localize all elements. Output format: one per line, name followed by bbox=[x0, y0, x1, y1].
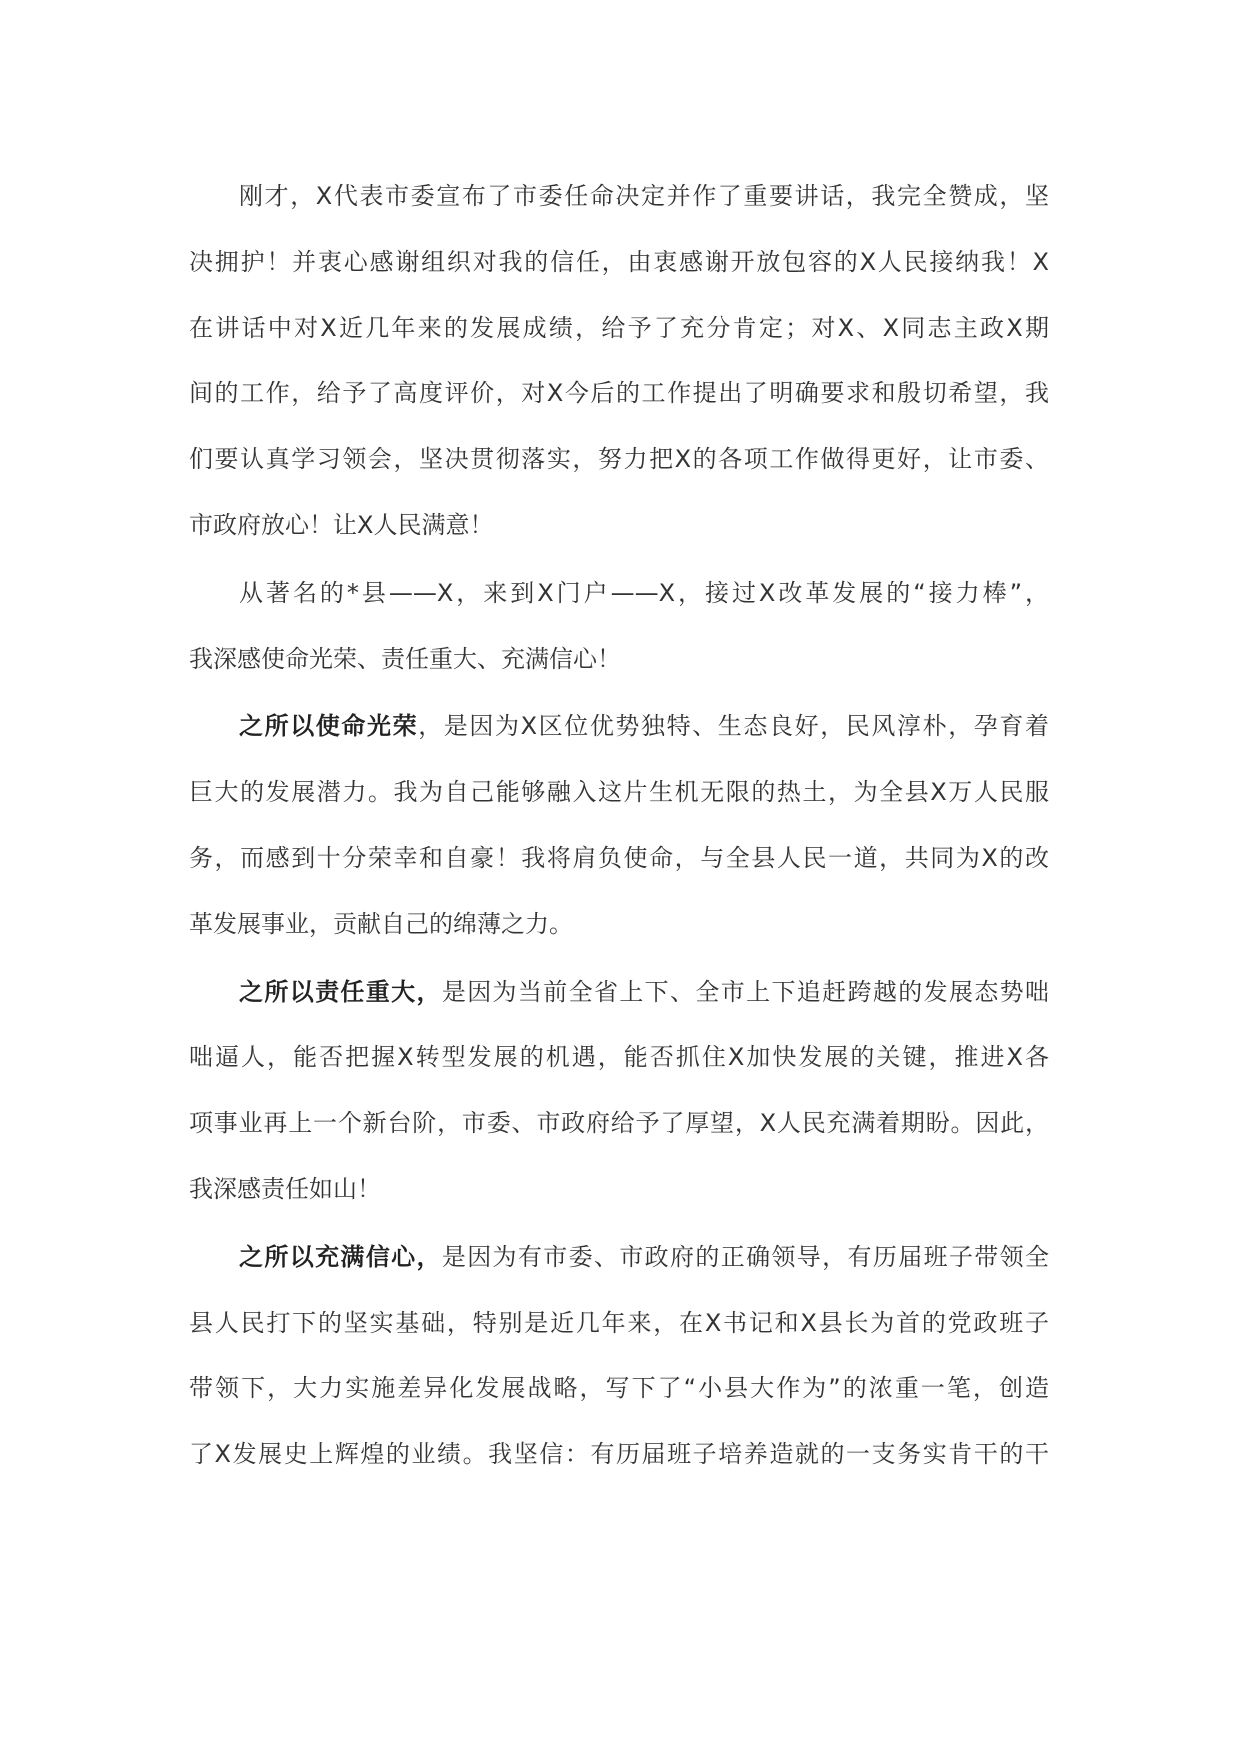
paragraph bbox=[189, 694, 1049, 957]
line-text: 项事业再上一个新台阶，市委、市政府给予了厚望，X人民充满着期盼。因此， bbox=[189, 1109, 1049, 1138]
line-text: 县人民打下的坚实基础，特别是近几年来，在X书记和X县长为首的党政班子 bbox=[189, 1308, 1049, 1337]
line-text: 从著名的*县——X，来到X门户——X，接过X改革发展的“接力棒”， bbox=[239, 578, 1049, 607]
line-text: 市政府放心！让X人民满意！ bbox=[189, 510, 494, 539]
line-text: 间的工作，给予了高度评价，对X今后的工作提出了明确要求和殷切希望，我 bbox=[189, 379, 1049, 408]
paragraph-lead-bold: 之所以充满信心， bbox=[239, 1242, 442, 1271]
line-text: 是因为当前全省上下、全市上下追赶跨越的发展态势咄 bbox=[441, 977, 1050, 1006]
text-line bbox=[189, 694, 1049, 760]
line-text: 革发展事业，贡献自己的绵薄之力。 bbox=[189, 909, 573, 938]
document-body bbox=[189, 164, 1049, 1490]
line-text: ，是因为X区位优势独特、生态良好，民风淳朴，孕育着 bbox=[418, 712, 1049, 741]
text-line bbox=[189, 1225, 1049, 1291]
line-text: 刚才，X代表市委宣布了市委任命决定并作了重要讲话，我完全赞成，坚 bbox=[239, 182, 1049, 210]
text-line bbox=[189, 1291, 1049, 1357]
text-line bbox=[189, 1025, 1049, 1091]
text-line bbox=[189, 760, 1049, 826]
line-text: 我深感使命光荣、责任重大、充满信心！ bbox=[189, 644, 621, 673]
paragraph bbox=[189, 1225, 1049, 1488]
text-line bbox=[189, 892, 1049, 958]
text-line bbox=[189, 361, 1049, 427]
line-text: 带领下，大力实施差异化发展战略，写下了“小县大作为”的浓重一笔，创造 bbox=[189, 1374, 1049, 1403]
line-text: 我深感责任如山！ bbox=[189, 1174, 381, 1203]
text-line bbox=[189, 427, 1049, 493]
paragraph bbox=[189, 561, 1049, 693]
line-text: 务，而感到十分荣幸和自豪！我将肩负使命，与全县人民一道，共同为X的改 bbox=[189, 843, 1049, 872]
line-text: 巨大的发展潜力。我为自己能够融入这片生机无限的热土，为全县X万人民服 bbox=[189, 778, 1049, 807]
line-text: 了X发展史上辉煌的业绩。我坚信：有历届班子培养造就的一支务实肯干的干 bbox=[189, 1440, 1049, 1469]
line-text: 决拥护！并衷心感谢组织对我的信任，由衷感谢开放包容的X人民接纳我！X bbox=[189, 247, 1049, 276]
text-line bbox=[189, 1422, 1049, 1488]
line-text: 咄逼人，能否把握X转型发展的机遇，能否抓住X加快发展的关键，推进X各 bbox=[189, 1043, 1049, 1072]
line-text: 在讲话中对X近几年来的发展成绩，给予了充分肯定；对X、X同志主政X期 bbox=[189, 313, 1049, 342]
paragraph bbox=[189, 960, 1049, 1223]
text-line bbox=[189, 1157, 1049, 1223]
text-line bbox=[189, 230, 1049, 296]
text-line bbox=[189, 1356, 1049, 1422]
text-line bbox=[189, 296, 1049, 362]
text-line bbox=[189, 960, 1049, 1026]
paragraph-lead-bold: 之所以使命光荣 bbox=[239, 712, 419, 741]
text-line bbox=[189, 561, 1049, 627]
text-line bbox=[189, 1091, 1049, 1157]
text-line bbox=[189, 826, 1049, 892]
paragraph-lead-bold: 之所以责任重大， bbox=[239, 977, 442, 1006]
text-line bbox=[189, 493, 1049, 559]
text-line bbox=[189, 627, 1049, 693]
line-text: 是因为有市委、市政府的正确领导，有历届班子带领全 bbox=[441, 1242, 1050, 1271]
paragraph bbox=[189, 164, 1049, 559]
line-text: 们要认真学习领会，坚决贯彻落实，努力把X的各项工作做得更好，让市委、 bbox=[189, 445, 1049, 474]
text-line bbox=[189, 164, 1049, 230]
